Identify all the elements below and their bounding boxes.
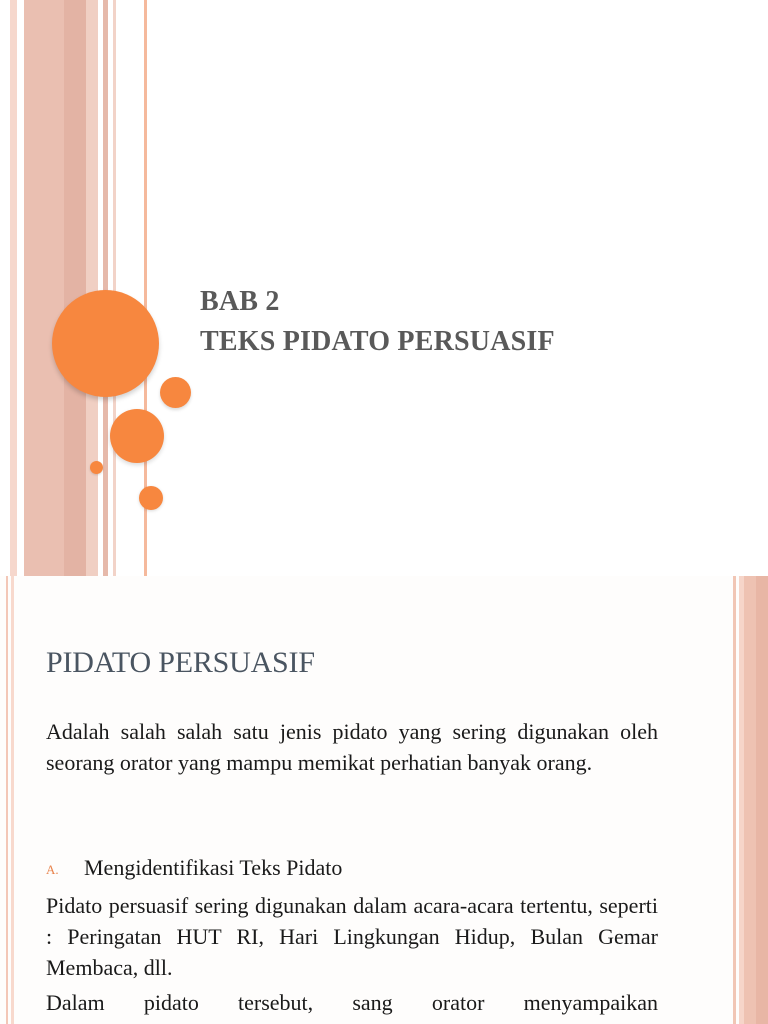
body-paragraph: Dalam pidato tersebut, sang orator menyampaikan: [46, 990, 658, 1015]
list-item-label: Mengidentifikasi Teks Pidato: [84, 855, 343, 880]
small-circle-decoration: [139, 486, 163, 510]
title-line-chapter: BAB 2: [200, 286, 280, 317]
decorative-stripe: [756, 576, 768, 1024]
decorative-stripe: [24, 0, 64, 576]
intro-paragraph: Adalah salah salah satu jenis pidato yang sering digunakan oleh seorang orator yang mampu memikat perhatian banyak orang.: [46, 719, 658, 775]
title-line-topic: TEKS PIDATO PERSUASIF: [200, 326, 555, 357]
decorative-stripe: [11, 576, 14, 1024]
decorative-stripe: [64, 0, 86, 576]
decorative-stripe: [6, 576, 8, 1024]
list-item: [46, 852, 658, 885]
tiny-circle-decoration: [90, 461, 103, 474]
large-circle-decoration: [52, 290, 159, 397]
list-marker: A.: [46, 862, 59, 877]
decorative-stripe: [86, 0, 98, 576]
section-heading: PIDATO PERSUASIF: [46, 646, 315, 679]
content-slide: [0, 576, 768, 1024]
body-paragraph: Pidato persuasif sering digunakan dalam acara-acara tertentu, seperti : Peringatan HUT RI, Hari Lingkungan Hidup, Bulan Gemar Membaca, dll.: [46, 893, 658, 980]
slide-title: [200, 282, 555, 362]
decorative-stripe: [10, 0, 17, 576]
decorative-stripe: [103, 0, 108, 576]
decorative-stripe: [113, 0, 116, 576]
decorative-stripe: [733, 576, 736, 1024]
medium-circle-decoration: [110, 409, 164, 463]
small-circle-decoration: [160, 377, 191, 408]
